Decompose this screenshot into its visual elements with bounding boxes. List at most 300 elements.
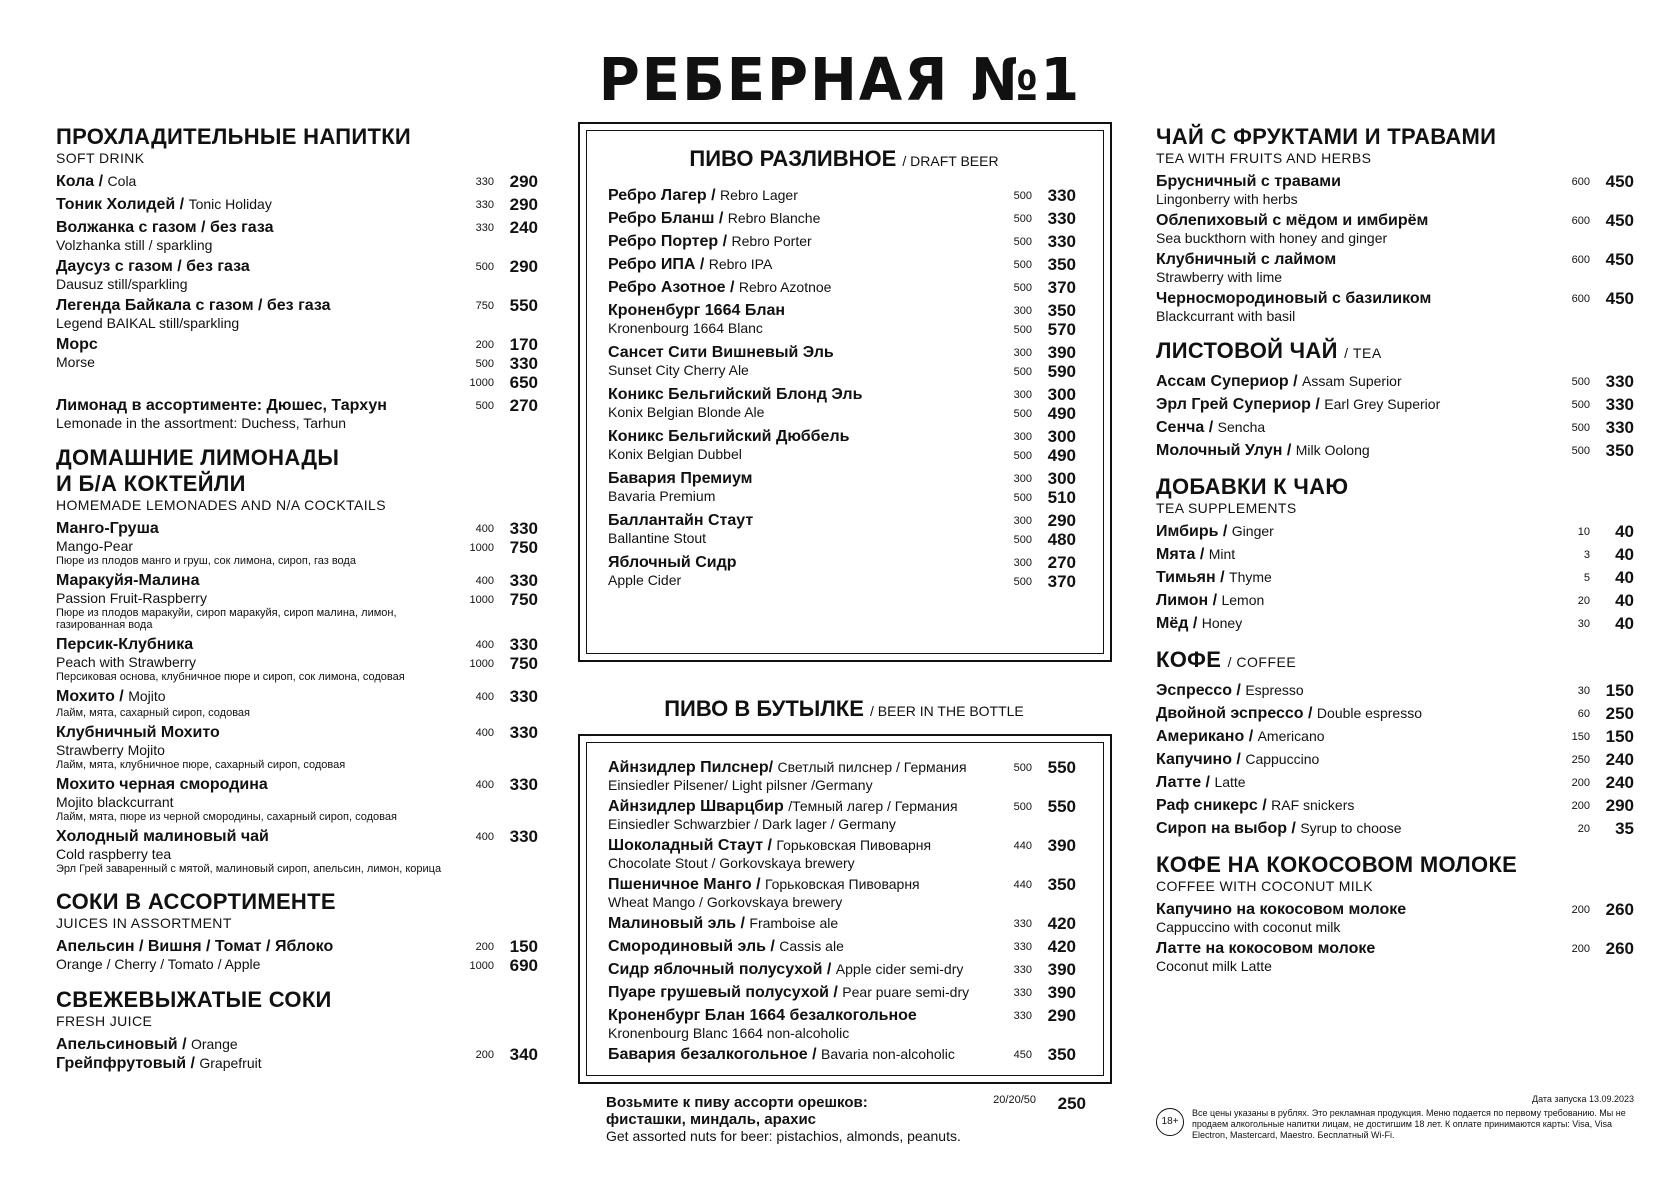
- item-name-en: Orange: [190, 1036, 238, 1052]
- item-price: 340: [509, 1044, 538, 1064]
- item-name-en: Rebro IPA: [708, 256, 773, 272]
- item-price: 40: [1615, 590, 1634, 610]
- item-size: 500: [1013, 407, 1032, 420]
- section-fresh-juice: [56, 987, 538, 1073]
- item-price: 300: [1047, 426, 1076, 446]
- item-name-en: Sea buckthorn with honey and ginger: [1156, 230, 1388, 246]
- menu-item: [608, 232, 1076, 251]
- menu-item: [608, 301, 1076, 339]
- section-coffee: [1156, 647, 1634, 838]
- item-price: 350: [1047, 254, 1076, 274]
- item-price: 35: [1615, 818, 1634, 838]
- item-size: 500: [1013, 235, 1032, 248]
- section-title: ДОБАВКИ К ЧАЮ: [1156, 474, 1349, 499]
- item-name: Пшеничное Манго /: [608, 876, 761, 893]
- item-size: 600: [1571, 214, 1590, 227]
- item-size: 400: [475, 638, 494, 651]
- item-name-en: RAF snickers: [1271, 797, 1355, 813]
- launch-date: Дата запуска 13.09.2023: [1531, 1094, 1634, 1104]
- item-size: 500: [1013, 323, 1032, 336]
- item-name: Бавария Премиум: [608, 470, 753, 487]
- item-name: Смородиновый эль /: [608, 938, 775, 955]
- item-price: 510: [1047, 487, 1076, 507]
- menu-item: [608, 983, 1076, 1002]
- item-price: 350: [1605, 440, 1634, 460]
- item-price: 420: [1047, 913, 1076, 933]
- menu-item: [608, 836, 1076, 871]
- item-size: 300: [1013, 430, 1032, 443]
- menu-item: [1156, 591, 1634, 610]
- item-name: Мята /: [1156, 546, 1205, 563]
- item-name: Сироп на выбор /: [1156, 820, 1296, 837]
- item-size: 500: [1013, 212, 1032, 225]
- item-size: 300: [1013, 556, 1032, 569]
- menu-item: [1156, 614, 1634, 633]
- item-name-en: Mint: [1208, 546, 1236, 562]
- section-title: ПРОХЛАДИТЕЛЬНЫЕ НАПИТКИ: [56, 124, 412, 149]
- item-name: Двойной эспрессо /: [1156, 705, 1313, 722]
- menu-item: [56, 723, 538, 771]
- item-name: Коникс Бельгийский Блонд Эль: [608, 386, 863, 403]
- item-price: 490: [1047, 403, 1076, 423]
- menu-item: [608, 937, 1076, 956]
- nuts-name-2: фисташки, миндаль, арахис: [606, 1111, 817, 1128]
- item-size: 400: [475, 726, 494, 739]
- item-price: 450: [1605, 171, 1634, 191]
- menu-item: [608, 343, 1076, 381]
- item-price: 590: [1047, 361, 1076, 381]
- item-price: 40: [1615, 567, 1634, 587]
- section-juices: [56, 889, 538, 975]
- menu-item: [56, 172, 538, 191]
- item-price: 350: [1047, 300, 1076, 320]
- item-name: Кроненбург Блан 1664 безалкогольное: [608, 1007, 917, 1024]
- item-size: 60: [1577, 707, 1590, 720]
- menu-item: [1156, 681, 1634, 700]
- menu-item: [1156, 250, 1634, 285]
- section-subtitle: HOMEMADE LEMONADES AND N/A COCKTAILS: [56, 497, 386, 513]
- section-title: ДОМАШНИЕ ЛИМОНАДЫ: [56, 445, 340, 470]
- left-column: [56, 120, 538, 1077]
- section-title-ru: ПИВО В БУТЫЛКЕ: [664, 696, 864, 721]
- item-name: Легенда Байкала с газом / без газа: [56, 297, 331, 314]
- item-size: 400: [475, 522, 494, 535]
- item-price: 330: [1605, 417, 1634, 437]
- item-name: Апельсиновый /: [56, 1036, 187, 1053]
- item-name-en: Assam Superior: [1302, 373, 1402, 389]
- item-size: 330: [475, 198, 494, 211]
- menu-item: [1156, 819, 1634, 838]
- item-size: 5: [1583, 571, 1590, 584]
- menu-item: [608, 758, 1076, 793]
- item-price: 550: [509, 295, 538, 315]
- item-name: Даусуз с газом / без газа: [56, 258, 250, 275]
- item-name: Волжанка с газом / без газа: [56, 219, 274, 236]
- item-name-en: Double espresso: [1316, 705, 1422, 721]
- item-name-en: Legend BAIKAL still/sparkling: [56, 315, 240, 331]
- item-size: 330: [1013, 963, 1032, 976]
- item-name-en: Mojito blackcurrant: [56, 794, 174, 810]
- item-price: 350: [1047, 1044, 1076, 1064]
- section-title: ЧАЙ С ФРУКТАМИ И ТРАВАМИ: [1156, 124, 1497, 149]
- section-tea-supplements: [1156, 474, 1634, 633]
- item-name-en: Passion Fruit-Raspberry: [56, 590, 207, 606]
- item-price: 240: [1605, 749, 1634, 769]
- item-name-en: Cappuccino: [1245, 751, 1320, 767]
- section-title-en: / BEER IN THE BOTTLE: [870, 703, 1024, 719]
- item-name: Шоколадный Стаут /: [608, 837, 772, 854]
- item-list: [1156, 522, 1634, 633]
- item-size: 450: [1013, 1048, 1032, 1061]
- item-name: Капучино /: [1156, 751, 1241, 768]
- item-name-en: Rebro Porter: [731, 233, 812, 249]
- menu-item: [608, 1045, 1076, 1064]
- item-size: 600: [1571, 175, 1590, 188]
- menu-item: [608, 914, 1076, 933]
- item-price: 40: [1615, 613, 1634, 633]
- item-name-en: Sencha: [1217, 419, 1266, 435]
- item-size: 1000: [469, 376, 494, 389]
- item-name: Бавария безалкогольное /: [608, 1046, 817, 1063]
- item-price: 350: [1047, 874, 1076, 894]
- menu-item: [608, 875, 1076, 910]
- item-name-en: Cassis ale: [779, 938, 844, 954]
- item-name-en: Einsiedler Schwarzbier / Dark lager / Germany: [608, 816, 896, 832]
- item-price: 300: [1047, 468, 1076, 488]
- item-size: 440: [1013, 839, 1032, 852]
- item-list: [56, 172, 538, 431]
- item-size: 300: [1013, 304, 1032, 317]
- item-name-en: Espresso: [1245, 682, 1304, 698]
- nuts-price: 250: [1057, 1094, 1086, 1113]
- item-price: 450: [1605, 249, 1634, 269]
- item-size: 500: [1571, 444, 1590, 457]
- item-price: 370: [1047, 277, 1076, 297]
- item-name: Яблочный Сидр: [608, 554, 737, 571]
- item-name-en: Pear puare semi-dry: [842, 984, 970, 1000]
- section-title: [572, 146, 1116, 172]
- item-size: 330: [1013, 986, 1032, 999]
- menu-item: [56, 218, 538, 253]
- item-price: 690: [509, 955, 538, 975]
- menu-item: [56, 519, 538, 567]
- item-name-en: Apple Cider: [608, 572, 682, 588]
- item-name-en: Cold raspberry tea: [56, 846, 172, 862]
- item-size: 500: [1013, 365, 1032, 378]
- item-size: 300: [1013, 472, 1032, 485]
- menu-item: [1156, 545, 1634, 564]
- section-leaf-tea: [1156, 338, 1634, 460]
- item-price: 300: [1047, 384, 1076, 404]
- section-subtitle: TEA SUPPLEMENTS: [1156, 500, 1297, 516]
- item-name-en: Lemon: [1221, 592, 1265, 608]
- item-name-en: Latte: [1214, 774, 1246, 790]
- item-price: 330: [509, 826, 538, 846]
- item-size: 1000: [469, 959, 494, 972]
- item-price: 240: [1605, 772, 1634, 792]
- item-name: Лимон /: [1156, 592, 1218, 609]
- item-name-en: Konix Belgian Blonde Ale: [608, 404, 765, 420]
- item-name: Раф сникерс /: [1156, 797, 1267, 814]
- menu-item: [56, 827, 538, 875]
- item-name: Тоник Холидей /: [56, 196, 185, 213]
- item-price: 150: [1605, 680, 1634, 700]
- section-title-en: / DRAFT BEER: [902, 153, 999, 169]
- item-price: 40: [1615, 521, 1634, 541]
- item-size: 330: [475, 175, 494, 188]
- item-name: Манго-Груша: [56, 520, 159, 537]
- item-name-en: Milk Oolong: [1295, 442, 1370, 458]
- menu-item: [56, 396, 538, 431]
- section-title: [1156, 338, 1634, 366]
- item-list: [572, 758, 1116, 1064]
- item-name-en: Coconut milk Latte: [1156, 958, 1272, 974]
- item-size: 500: [1571, 375, 1590, 388]
- item-name-en: Sunset City Cherry Ale: [608, 362, 749, 378]
- item-price: 750: [509, 589, 538, 609]
- menu-item: [56, 937, 538, 975]
- item-name-en: Konix Belgian Dubbel: [608, 446, 742, 462]
- item-price: 290: [1047, 1005, 1076, 1025]
- section-title-en: / TEA: [1344, 345, 1382, 361]
- item-description: Эрл Грей заваренный с мятой, малиновый сироп, апельсин, лимон, корица: [56, 863, 442, 875]
- item-price: 290: [509, 194, 538, 214]
- menu-item: [56, 1035, 538, 1073]
- item-size: 500: [1013, 491, 1032, 504]
- menu-item: [608, 209, 1076, 228]
- item-name: Мохито /: [56, 688, 124, 705]
- section-fruit-tea: [1156, 124, 1634, 324]
- item-price: 330: [1605, 394, 1634, 414]
- item-name: Имбирь /: [1156, 523, 1228, 540]
- menu-item: [56, 775, 538, 823]
- section-subtitle: JUICES IN ASSORTMENT: [56, 915, 232, 931]
- item-price: 370: [1047, 571, 1076, 591]
- item-list: [1156, 681, 1634, 838]
- item-price: 290: [509, 256, 538, 276]
- item-name-en: Светлый пилснер / Германия: [777, 759, 967, 775]
- menu-item: [608, 186, 1076, 205]
- item-name-en: Wheat Mango / Gorkovskaya brewery: [608, 894, 843, 910]
- section-title: СВЕЖЕВЫЖАТЫЕ СОКИ: [56, 987, 332, 1012]
- item-name-en: Rebro Azotnoe: [738, 279, 832, 295]
- item-price: 330: [1047, 208, 1076, 228]
- menu-item: [608, 427, 1076, 465]
- item-name-en: Rebro Lager: [720, 187, 798, 203]
- item-name-en: Горьковская Пивоварня: [776, 837, 932, 853]
- item-price: 330: [509, 686, 538, 706]
- item-name: Ребро Портер /: [608, 233, 728, 250]
- item-size: 300: [1013, 388, 1032, 401]
- item-size: 1000: [469, 593, 494, 606]
- item-size: 150: [1571, 730, 1590, 743]
- item-size: 330: [475, 221, 494, 234]
- item-size: 500: [1013, 449, 1032, 462]
- item-name-en: Lingonberry with herbs: [1156, 191, 1298, 207]
- item-name-en: Honey: [1201, 615, 1243, 631]
- item-description: Пюре из плодов маракуйи, сироп маракуйя, сироп малина, лимон, газированная вода: [56, 607, 397, 631]
- item-size: 750: [475, 299, 494, 312]
- item-size: 300: [1013, 514, 1032, 527]
- item-size: 500: [1571, 421, 1590, 434]
- menu-item: [608, 1006, 1076, 1041]
- item-price: 450: [1605, 210, 1634, 230]
- item-name: Маракуйя-Малина: [56, 572, 200, 589]
- item-price: 330: [509, 774, 538, 794]
- item-size: 3: [1583, 548, 1590, 561]
- item-price: 290: [1047, 510, 1076, 530]
- item-name-en: Mango-Pear: [56, 538, 134, 554]
- item-size: 30: [1577, 617, 1590, 630]
- item-price: 420: [1047, 936, 1076, 956]
- item-size: 600: [1571, 292, 1590, 305]
- menu-item: [1156, 939, 1634, 974]
- item-name: Баллантайн Стаут: [608, 512, 754, 529]
- section-title: КОФЕ НА КОКОСОВОМ МОЛОКЕ: [1156, 852, 1518, 877]
- item-name: Мохито черная смородина: [56, 776, 268, 793]
- menu-item: [608, 255, 1076, 274]
- item-price: 390: [1047, 982, 1076, 1002]
- item-size: 330: [1013, 940, 1032, 953]
- item-name: Лимонад в ассортименте: Дюшес, Тархун: [56, 397, 387, 414]
- mid-column-bottle: [572, 758, 1116, 1068]
- item-size: 400: [475, 690, 494, 703]
- item-size: 600: [1571, 253, 1590, 266]
- item-price: 270: [509, 395, 538, 415]
- section-title-ru: КОФЕ: [1156, 647, 1222, 672]
- menu-item: [608, 385, 1076, 423]
- item-size: 20: [1577, 822, 1590, 835]
- item-size: 500: [1013, 258, 1032, 271]
- section-title-ru: ЛИСТОВОЙ ЧАЙ: [1156, 338, 1338, 363]
- menu-item: [1156, 395, 1634, 414]
- item-name-en: Thyme: [1229, 569, 1272, 585]
- item-list: [1156, 172, 1634, 324]
- menu-item: [56, 296, 538, 331]
- item-price: 450: [1605, 288, 1634, 308]
- item-size: 440: [1013, 878, 1032, 891]
- item-price: 550: [1047, 757, 1076, 777]
- item-price: 260: [1605, 938, 1634, 958]
- item-name-en: Apple cider semi-dry: [835, 961, 964, 977]
- item-size: 200: [475, 940, 494, 953]
- section-subtitle: SOFT DRINK: [56, 150, 145, 166]
- item-name: Морс: [56, 336, 98, 353]
- item-list: [1156, 372, 1634, 460]
- item-size: 10: [1577, 525, 1590, 538]
- item-size: 30: [1577, 684, 1590, 697]
- item-name: Сидр яблочный полусухой /: [608, 961, 832, 978]
- menu-item: [1156, 900, 1634, 935]
- item-name: Малиновый эль /: [608, 915, 745, 932]
- item-size: 200: [475, 1048, 494, 1061]
- menu-item: [1156, 211, 1634, 246]
- item-name-en: Blackcurrant with basil: [1156, 308, 1296, 324]
- menu-item: [56, 571, 538, 631]
- item-list: [1156, 900, 1634, 974]
- nuts-size: 20/20/50: [993, 1094, 1036, 1106]
- item-name-en: Strawberry with lime: [1156, 269, 1283, 285]
- item-price: 150: [509, 936, 538, 956]
- item-size: 20: [1577, 594, 1590, 607]
- menu-item: [56, 687, 538, 719]
- menu-item: [1156, 441, 1634, 460]
- item-price: 490: [1047, 445, 1076, 465]
- item-price: 480: [1047, 529, 1076, 549]
- item-name: Молочный Улун /: [1156, 442, 1292, 459]
- item-name-en: Dausuz still/sparkling: [56, 276, 188, 292]
- item-name-en: Cappuccino with coconut milk: [1156, 919, 1341, 935]
- menu-item: [608, 797, 1076, 832]
- menu-item: [1156, 750, 1634, 769]
- nuts-en: Get assorted nuts for beer: pistachios, almonds, peanuts.: [606, 1128, 961, 1144]
- item-price: 240: [509, 217, 538, 237]
- item-price: 750: [509, 537, 538, 557]
- item-size: 500: [475, 260, 494, 273]
- item-size: 400: [475, 830, 494, 843]
- age-badge: 18+: [1156, 1108, 1184, 1136]
- item-description: Пюре из плодов манго и груш, сок лимона, сироп, газ вода: [56, 555, 356, 567]
- item-price: 170: [509, 334, 538, 354]
- item-name-en: Orange / Cherry / Tomato / Apple: [56, 956, 261, 972]
- item-name: Ребро Бланш /: [608, 210, 724, 227]
- item-description: Персиковая основа, клубничное пюре и сироп, сок лимона, содовая: [56, 671, 405, 683]
- item-name-en: Kronenbourg Blanc 1664 non-alcoholic: [608, 1025, 850, 1041]
- item-name-en: Ginger: [1231, 523, 1274, 539]
- item-price: 260: [1605, 899, 1634, 919]
- item-name-en: Peach with Strawberry: [56, 654, 197, 670]
- item-name: Апельсин / Вишня / Томат / Яблоко: [56, 938, 334, 955]
- section-title-en: / COFFEE: [1227, 654, 1297, 670]
- item-name: Сенча /: [1156, 419, 1214, 436]
- item-name: Черносмородиновый с базиликом: [1156, 290, 1432, 307]
- item-name: Холодный малиновый чай: [56, 828, 269, 845]
- section-title: СОКИ В АССОРТИМЕНТЕ: [56, 889, 336, 914]
- item-name: Пуаре грушевый полусухой /: [608, 984, 838, 1001]
- item-name-en: Rebro Blanche: [727, 210, 821, 226]
- menu-item: [1156, 372, 1634, 391]
- item-size: 200: [1571, 942, 1590, 955]
- item-name: Латте на кокосовом молоке: [1156, 940, 1376, 957]
- item-size: 500: [475, 399, 494, 412]
- item-size: 500: [1013, 800, 1032, 813]
- item-price: 390: [1047, 835, 1076, 855]
- menu-item: [1156, 704, 1634, 723]
- item-size: 500: [1013, 575, 1032, 588]
- item-name-en: Einsiedler Pilsener/ Light pilsner /Germany: [608, 777, 873, 793]
- item-size: 200: [1571, 799, 1590, 812]
- item-name: Персик-Клубника: [56, 636, 194, 653]
- item-price: 250: [1605, 703, 1634, 723]
- item-name: Сансет Сити Вишневый Эль: [608, 344, 834, 361]
- item-size: 500: [475, 357, 494, 370]
- item-size: 200: [1571, 903, 1590, 916]
- menu-item: [1156, 773, 1634, 792]
- item-name-en: Ballantine Stout: [608, 530, 707, 546]
- item-price: 330: [509, 634, 538, 654]
- item-name: Ребро Лагер /: [608, 187, 716, 204]
- item-price: 330: [509, 353, 538, 373]
- item-name-en: Framboise ale: [749, 915, 839, 931]
- menu-item: [608, 469, 1076, 507]
- item-name-en: Tonic Holiday: [188, 196, 272, 212]
- item-name: Клубничный с лаймом: [1156, 251, 1337, 268]
- item-price: 570: [1047, 319, 1076, 339]
- item-name-en: Bavaria non-alcoholic: [820, 1046, 955, 1062]
- item-name-en: Volzhanka still / sparkling: [56, 237, 213, 253]
- item-name: Кола /: [56, 173, 104, 190]
- item-name: Ребро Азотное /: [608, 279, 735, 296]
